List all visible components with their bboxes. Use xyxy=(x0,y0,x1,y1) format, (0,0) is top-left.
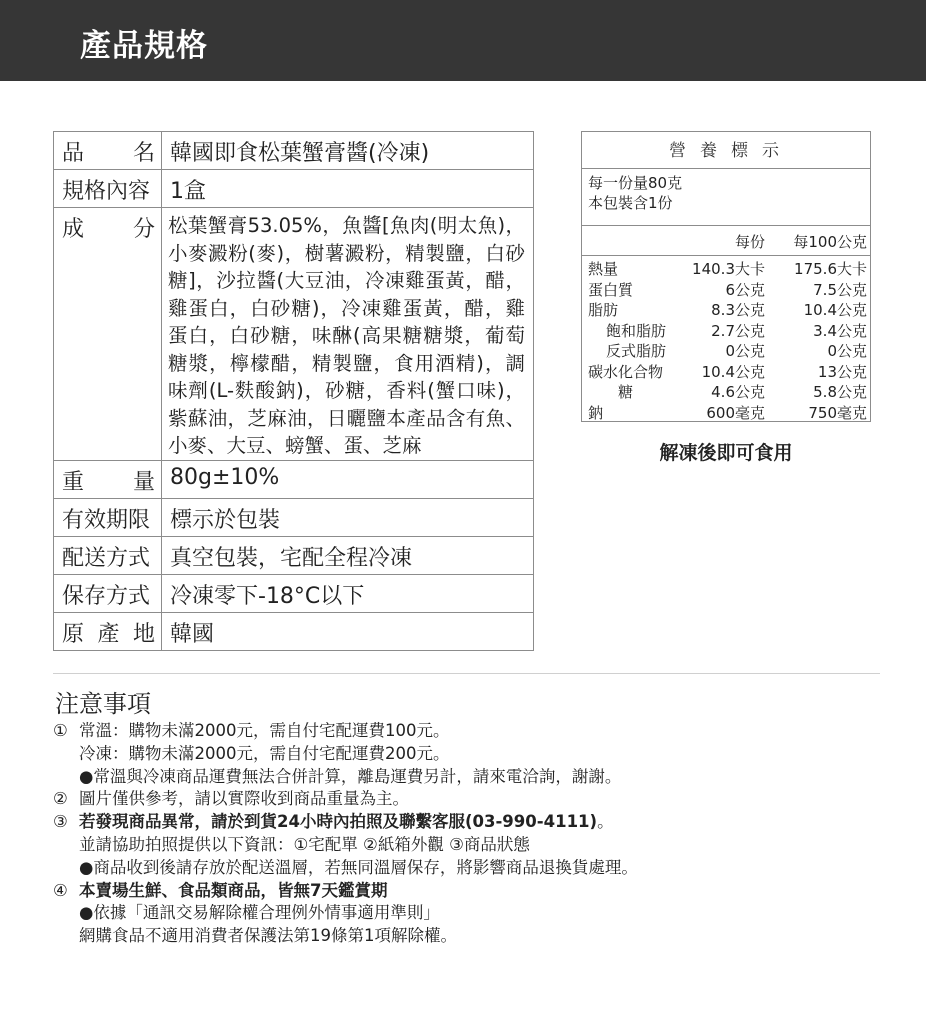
spec-label-weight: 重 量 xyxy=(62,469,155,495)
nutrient-per-serving: 4.6公克 xyxy=(711,383,765,401)
list-item: ② 圖片僅供參考，請以實際收到商品重量為主。 xyxy=(53,789,409,809)
nutrition-serving xyxy=(582,169,870,226)
servings-per-pack: 本包裝含1份 xyxy=(588,194,673,212)
list-item: ●商品收到後請存放於配送溫層，若無同溫層保存，將影響商品退換貨處理。 xyxy=(79,857,638,877)
spec-row-weight xyxy=(54,460,534,498)
header-bar xyxy=(0,0,926,81)
spec-row-size xyxy=(54,170,534,208)
spec-row-ingredients xyxy=(54,208,534,461)
nutrient-name: 鈉 xyxy=(588,403,604,422)
nutrient-name: 碳水化合物 xyxy=(588,362,664,381)
nutrition-title: 營養標示 xyxy=(582,132,870,169)
nutrient-per-100g: 5.8公克 xyxy=(813,383,867,401)
nutrient-per-serving: 10.4公克 xyxy=(701,362,765,381)
spec-value-name: 韓國即食松葉蟹膏醬(冷凍) xyxy=(162,132,534,170)
spec-label-name: 品 名 xyxy=(62,141,155,166)
spec-value-delivery: 真空包裝，宅配全程冷凍 xyxy=(162,536,534,574)
nutrient-per-serving: 600毫克 xyxy=(706,403,765,422)
nutrient-per-100g: 10.4公克 xyxy=(803,301,867,319)
nutrition-row xyxy=(582,280,870,301)
nutrient-name: 熱量 xyxy=(588,260,619,278)
spec-row-name xyxy=(54,132,534,170)
nutrition-row xyxy=(582,362,870,383)
page-title: 產品規格 xyxy=(80,28,208,64)
list-item: ③ 若發現商品異常，請於到貨24小時內拍照及聯繫客服(03-990-4111)。 xyxy=(53,812,614,832)
nutrient-per-serving: 0公克 xyxy=(725,342,765,360)
nutrient-per-serving: 2.7公克 xyxy=(711,321,765,340)
nutrition-rows xyxy=(582,256,870,423)
spec-row-expiry xyxy=(54,498,534,536)
nutrient-name: 糖 xyxy=(618,383,634,401)
divider xyxy=(53,673,880,674)
spec-label-storage: 保存方式 xyxy=(62,583,151,609)
nutrition-row xyxy=(582,321,870,342)
spec-label-expiry: 有效期限 xyxy=(62,507,151,533)
spec-value-ingredients: 松葉蟹膏53.05%，魚醬[魚肉(明太魚)，小麥澱粉(麥)，樹薯澱粉，精製鹽，白砂糖]，沙拉醬(大豆油，冷凍雞蛋黃，醋，雞蛋白，白砂糖)，冷凍雞蛋黃，醋，雞蛋白，白砂糖，味醂(高果糖糖漿，葡萄糖漿，檸檬醋，精製鹽，食用酒精)，調味劑(L-麩酸鈉)，砂糖，香料(蟹口味)，紫蘇油，芝麻油，日曬鹽本產品含有魚、小麥、大豆、螃蟹、蛋、芝麻 xyxy=(162,208,534,461)
nutrition-row xyxy=(582,382,870,403)
notice-list xyxy=(53,720,883,948)
spec-table xyxy=(53,131,534,651)
spec-value-storage: 冷凍零下-18°C以下 xyxy=(162,574,534,612)
nutrient-name: 反式脂肪 xyxy=(606,342,667,360)
list-item: 網購食品不適用消費者保護法第19條第1項解除權。 xyxy=(79,926,457,946)
notice-title: 注意事項 xyxy=(55,690,151,718)
nutrition-facts-box xyxy=(581,131,871,422)
list-item: 並請協助拍照提供以下資訊：①宅配單 ②紙箱外觀 ③商品狀態 xyxy=(79,834,530,854)
list-item: ④ 本賣場生鮮、食品類商品，皆無7天鑑賞期 xyxy=(53,880,388,900)
list-item: ① 常溫：購物未滿2000元，需自付宅配運費100元。 xyxy=(53,721,450,740)
spec-row-delivery xyxy=(54,536,534,574)
list-item: ●依據「通訊交易解除權合理例外情事適用準則」 xyxy=(79,903,440,923)
thaw-note: 解凍後即可食用 xyxy=(659,442,793,464)
nutrient-name: 蛋白質 xyxy=(588,280,634,299)
spec-value-weight: 80g±10% xyxy=(162,460,534,498)
nutrition-row xyxy=(582,341,870,362)
nutrient-per-100g: 750毫克 xyxy=(808,403,867,422)
nutrient-per-100g: 3.4公克 xyxy=(813,321,867,340)
list-item: ●常溫與冷凍商品運費無法合併計算，離島運費另計，請來電洽詢，謝謝。 xyxy=(79,766,622,786)
spec-label-origin: 原 產 地 xyxy=(62,621,155,647)
spec-row-origin xyxy=(54,612,534,650)
nutrient-per-serving: 6公克 xyxy=(725,280,765,299)
serving-size: 每一份量80克 xyxy=(588,174,683,192)
nutrition-row xyxy=(582,259,870,280)
nutrient-name: 脂肪 xyxy=(588,301,619,319)
nutrient-per-100g: 7.5公克 xyxy=(813,280,867,299)
col-per-100g: 每100公克 xyxy=(793,233,867,251)
nutrient-name: 飽和脂肪 xyxy=(606,321,667,340)
spec-value-size: 1盒 xyxy=(162,170,534,208)
nutrient-per-serving: 140.3大卡 xyxy=(692,260,765,278)
spec-row-storage xyxy=(54,574,534,612)
spec-value-expiry: 標示於包裝 xyxy=(162,498,534,536)
spec-label-ingredients: 成 分 xyxy=(62,217,155,242)
spec-label-delivery: 配送方式 xyxy=(62,545,151,571)
spec-label-size: 規格內容 xyxy=(62,179,151,204)
spec-value-origin: 韓國 xyxy=(162,612,534,650)
nutrient-per-100g: 175.6大卡 xyxy=(794,260,867,278)
col-per-serving: 每份 xyxy=(734,233,765,251)
nutrient-per-100g: 0公克 xyxy=(827,342,867,360)
nutrient-per-serving: 8.3公克 xyxy=(711,301,765,319)
list-item: 冷凍：購物未滿2000元，需自付宅配運費200元。 xyxy=(79,743,450,763)
nutrient-per-100g: 13公克 xyxy=(817,362,867,381)
nutrition-row xyxy=(582,403,870,424)
nutrition-row xyxy=(582,300,870,321)
nutrition-column-header xyxy=(582,226,870,256)
